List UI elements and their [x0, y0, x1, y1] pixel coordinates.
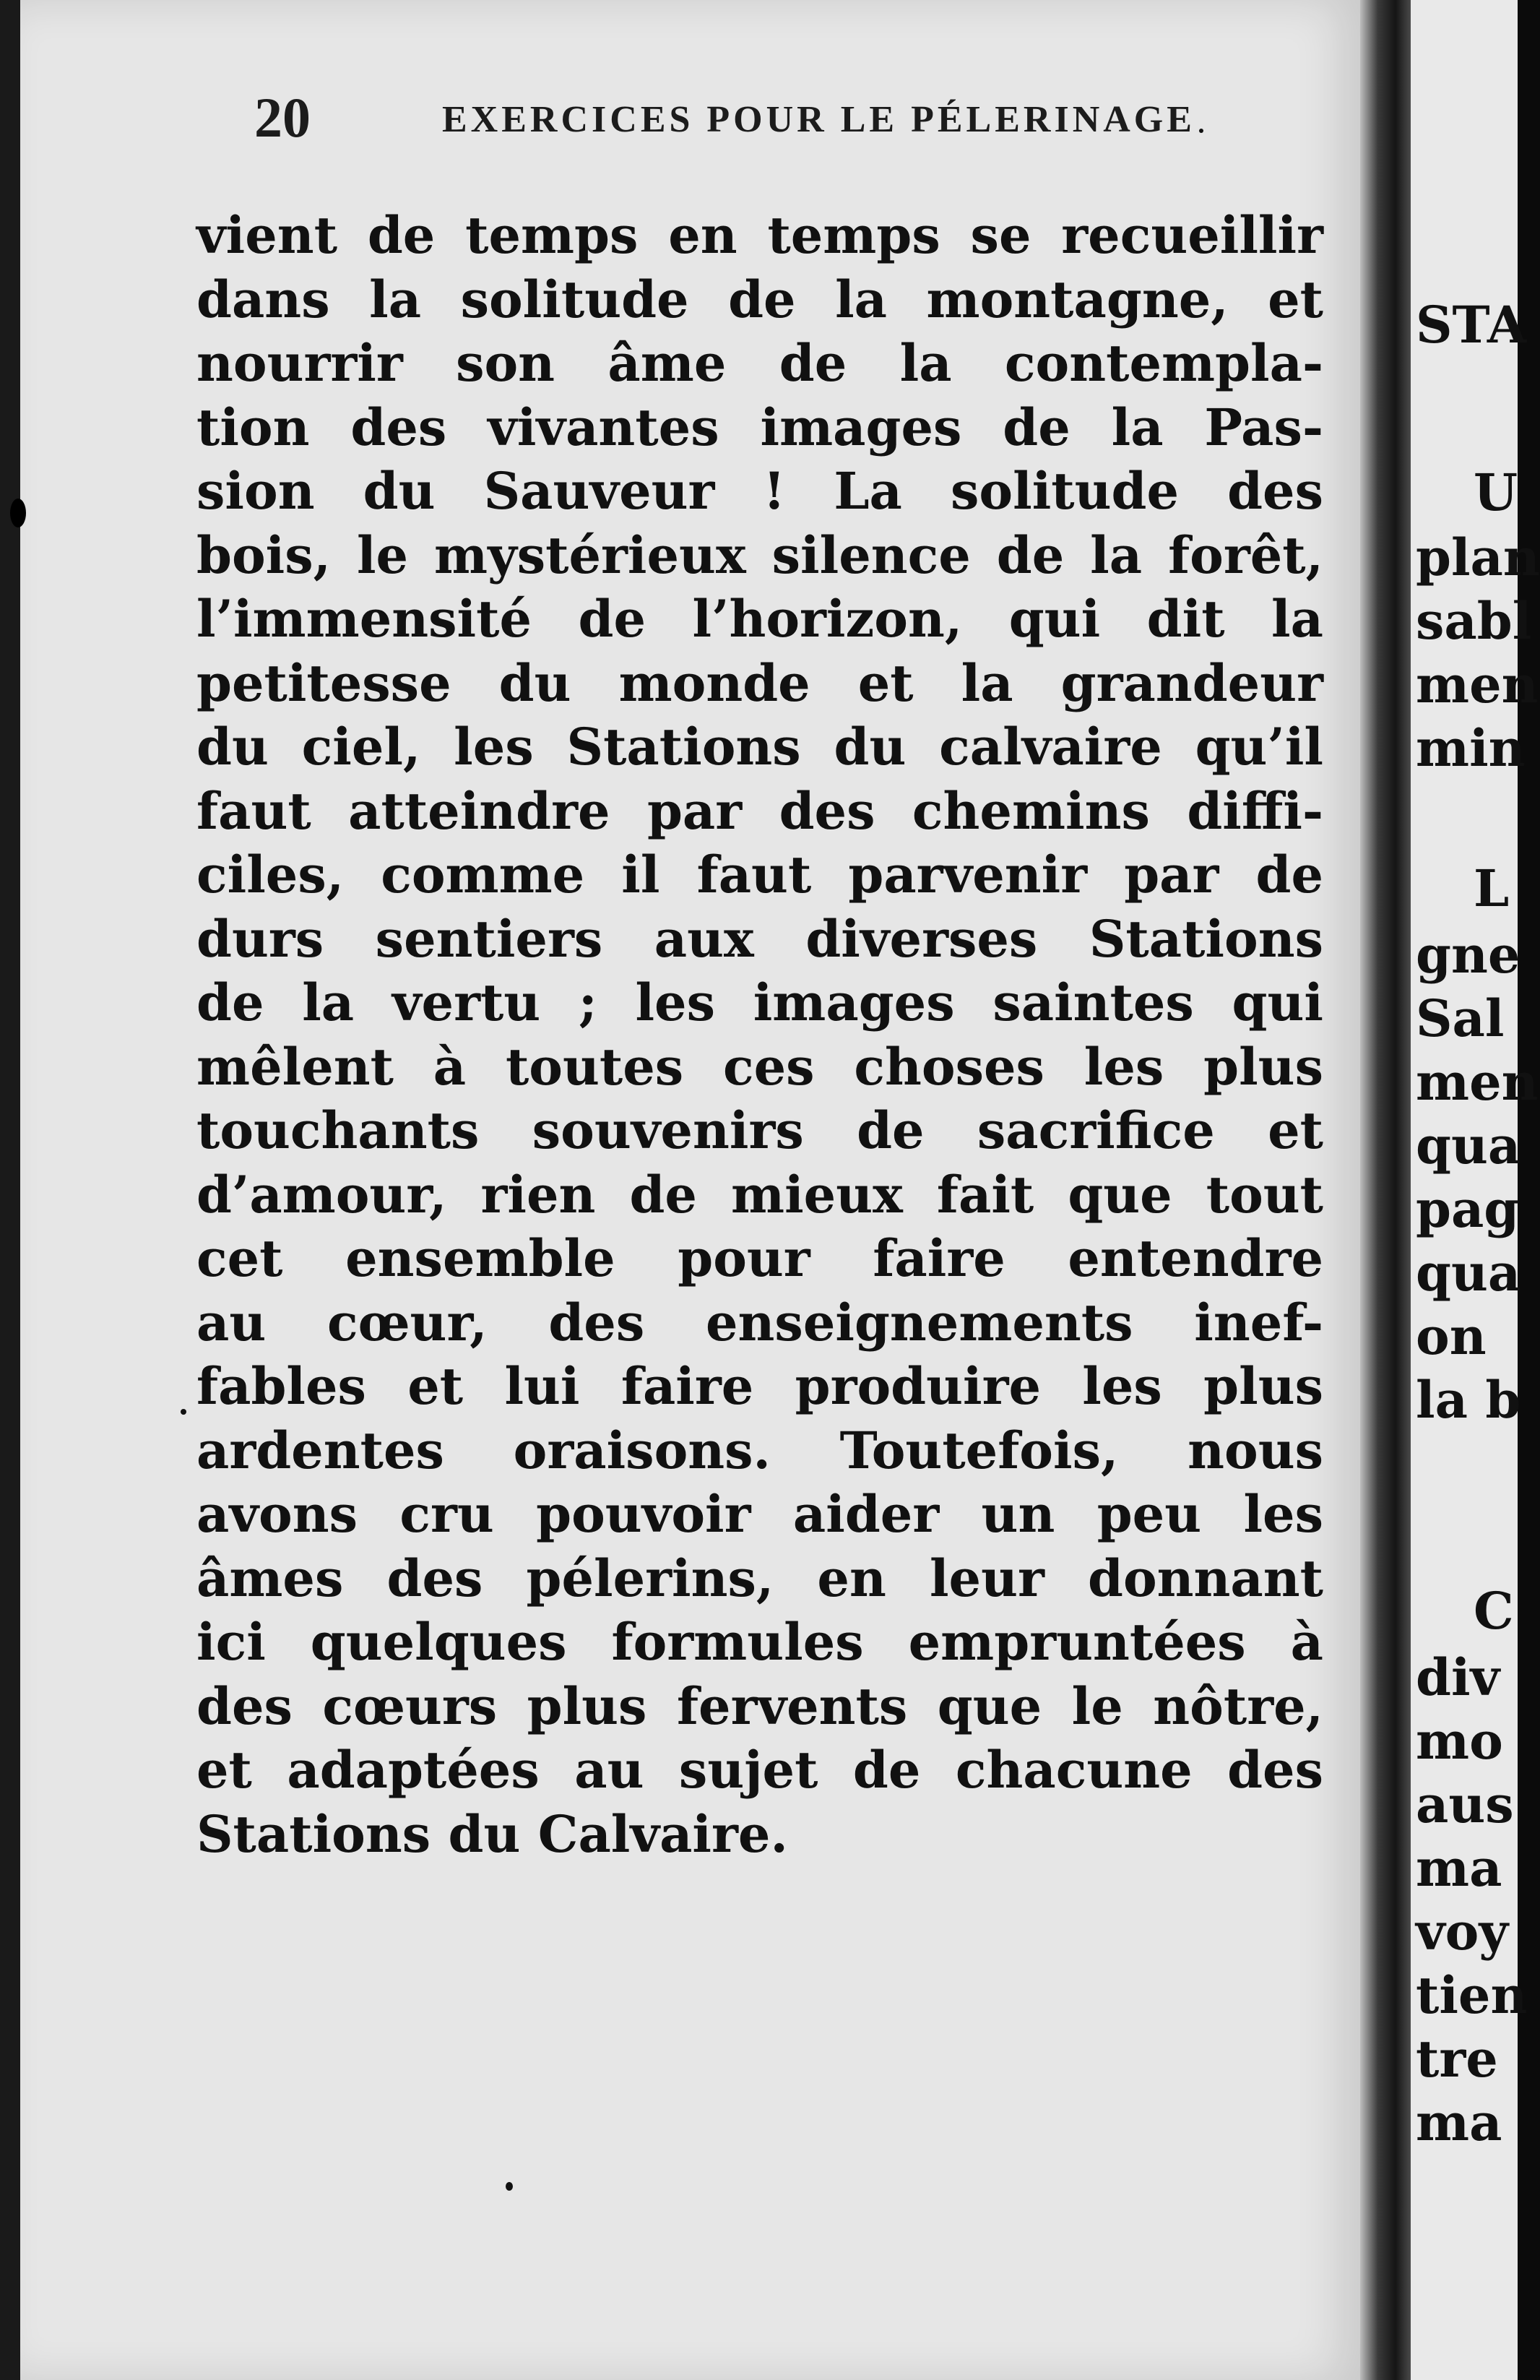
text-line: l’immensité de l’horizon, qui dit la	[196, 589, 1323, 649]
text-line: dans la solitude de la montagne, et	[196, 269, 1323, 329]
facing-page-fragment: min	[1416, 718, 1526, 778]
running-head	[254, 85, 1323, 158]
facing-page-fragment: plan	[1416, 527, 1540, 587]
text-line: mêlent à toutes ces choses les plus	[196, 1036, 1323, 1097]
facing-page-fragment: qua	[1416, 1116, 1521, 1176]
ink-speck	[1199, 129, 1203, 133]
facing-page-fragment: ma	[1416, 2092, 1502, 2152]
text-line: petitesse du monde et la grandeur	[196, 652, 1323, 713]
text-line: nourrir son âme de la contempla-	[196, 333, 1323, 393]
text-line: sion du Sauveur ! La solitude des	[196, 461, 1323, 521]
facing-page-fragment: U	[1474, 462, 1518, 522]
text-line: ciles, comme il faut parvenir par de	[196, 845, 1323, 905]
text-line: et adaptées au sujet de chacune des	[196, 1740, 1323, 1800]
text-line: des cœurs plus fervents que le nôtre,	[196, 1676, 1323, 1736]
facing-page-fragment: qua	[1416, 1243, 1521, 1303]
text-line: Stations du Calvaire.	[196, 1803, 788, 1864]
facing-page-fragment: sabl	[1416, 591, 1532, 651]
facing-page-fragment: L	[1474, 858, 1510, 918]
facing-page-fragment: la b	[1416, 1370, 1521, 1430]
facing-page-fragment: gne	[1416, 925, 1520, 985]
text-line: durs sentiers aux diverses Stations	[196, 908, 1323, 969]
facing-page-fragment: div	[1416, 1647, 1500, 1707]
ink-speck	[181, 1409, 186, 1415]
facing-page-fragment: C	[1474, 1581, 1514, 1641]
facing-page-fragment: aus	[1416, 1775, 1514, 1834]
facing-page-fragment: men	[1416, 1052, 1539, 1112]
text-line: avons cru pouvoir aider un peu les	[196, 1484, 1323, 1544]
running-title: EXERCICES POUR LE PÉLERINAGE	[442, 99, 1195, 140]
text-line: âmes des pélerins, en leur donnant	[196, 1548, 1323, 1608]
text-line: de la vertu ; les images saintes qui	[196, 973, 1323, 1032]
text-line: fables et lui faire produire les plus	[196, 1356, 1323, 1416]
text-line: touchants souvenirs de sacrifice et	[196, 1100, 1323, 1160]
facing-page-fragment: mo	[1416, 1711, 1503, 1771]
text-line: au cœur, des enseignements inef-	[196, 1292, 1323, 1353]
facing-page-fragment: STA	[1416, 295, 1527, 355]
binding-mark	[10, 499, 26, 527]
text-line: bois, le mystérieux silence de la forêt,	[196, 525, 1323, 585]
text-line: vient de temps en temps se recueillir	[196, 205, 1323, 265]
facing-page-fragment: ma	[1416, 1838, 1502, 1898]
facing-page-fragment: voy	[1416, 1902, 1509, 1962]
ink-speck	[506, 2182, 513, 2191]
text-line: ici quelques formules empruntées à	[196, 1612, 1323, 1672]
book-edge	[0, 0, 20, 2380]
facing-page-fragment: on	[1416, 1306, 1487, 1366]
text-line: cet ensemble pour faire entendre	[196, 1228, 1323, 1288]
body-text	[196, 204, 1323, 1866]
text-line: faut atteindre par des chemins diffi-	[196, 780, 1323, 841]
page-number: 20	[254, 86, 311, 149]
facing-page-fragment: tien	[1416, 1965, 1528, 2025]
text-line: d’amour, rien de mieux fait que tout	[196, 1164, 1323, 1225]
facing-page-fragment: Sal	[1416, 988, 1505, 1048]
facing-page-fragment: tre	[1416, 2029, 1498, 2089]
text-line: tion des vivantes images de la Pas-	[196, 397, 1323, 457]
facing-page-fragment: pag	[1416, 1179, 1520, 1239]
book-gutter	[1360, 0, 1411, 2380]
text-line: ardentes oraisons. Toutefois, nous	[196, 1420, 1323, 1480]
text-line: du ciel, les Stations du calvaire qu’il	[196, 717, 1323, 777]
facing-page-fragment: men	[1416, 655, 1539, 715]
